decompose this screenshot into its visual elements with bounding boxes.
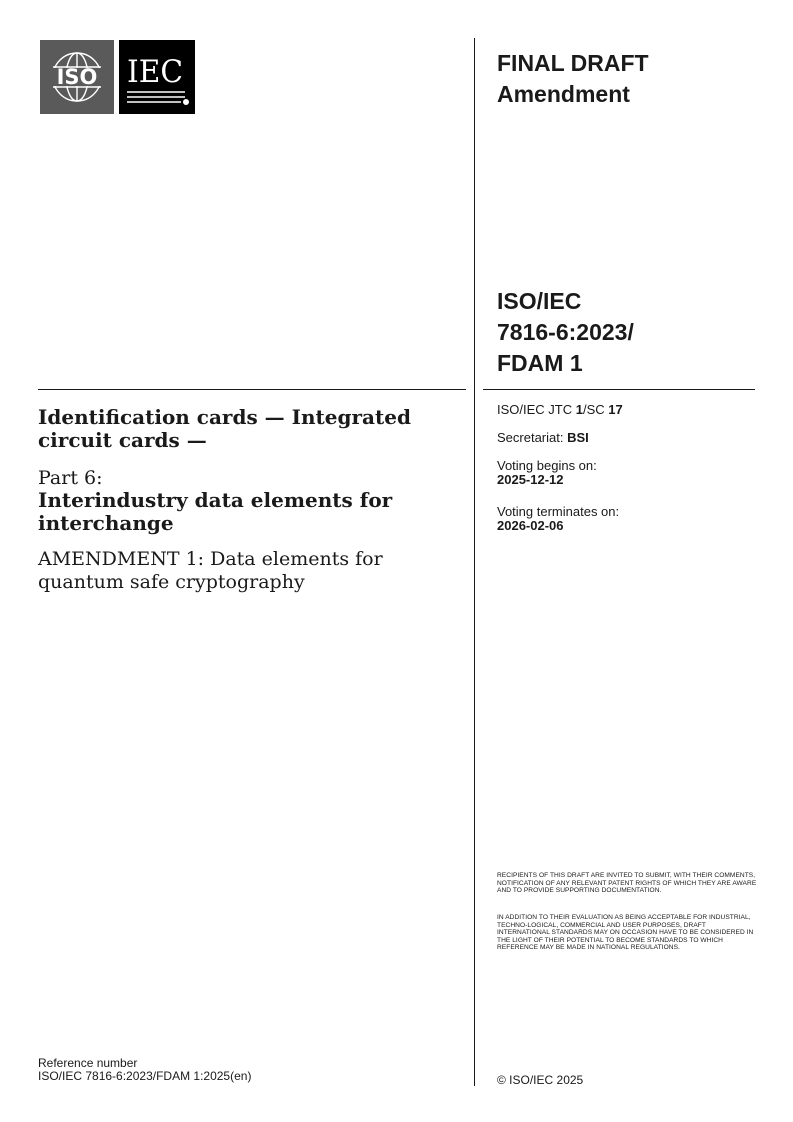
secretariat-label: Secretariat:: [497, 430, 568, 445]
standard-number-line3: FDAM 1: [497, 350, 583, 376]
evaluation-notice: IN ADDITION TO THEIR EVALUATION AS BEING ACCEPTABLE FOR INDUSTRIAL, TECHNO-LOGICAL, COMMERCIAL AND USER PURPOSES, DRAFT INTERNATIONAL STANDARDS MAY ON OCCASION HAVE TO BE CONSIDERED IN THE LIGHT OF THEIR POTENTIAL TO BECOME STANDARDS TO WHICH REFERENCE MAY BE MADE IN NATIONAL REGULATIONS.: [497, 914, 754, 952]
amendment-title: AMENDMENT 1: Data elements for quantum safe cryptography: [38, 548, 383, 593]
document-title-block: [38, 406, 458, 594]
standard-number-line1: ISO/IEC: [497, 288, 582, 314]
iec-logo: [119, 40, 195, 114]
right-divider-rule: [483, 389, 755, 390]
draft-type-line1: FINAL DRAFT: [497, 50, 649, 76]
committee-sc: 17: [608, 402, 623, 417]
committee-prefix: ISO/IEC JTC: [497, 402, 576, 417]
secretariat-value: BSI: [567, 430, 589, 445]
part-label: Part 6:: [38, 467, 103, 489]
standard-number: [497, 286, 757, 379]
part-title: Interindustry data elements for interchange: [38, 488, 393, 535]
secretariat-line: [497, 431, 767, 445]
standard-number-line2: 7816-6:2023/: [497, 319, 634, 345]
iso-logo-graphic: [40, 40, 114, 114]
voting-terminates-label: Voting terminates on:: [497, 504, 620, 519]
committee-jtc: 1: [575, 402, 583, 417]
voting-begins-label: Voting begins on:: [497, 458, 597, 473]
voting-begins: [497, 459, 767, 487]
voting-begins-value: 2025-12-12: [497, 472, 564, 487]
iec-logo-text: IEC: [127, 54, 183, 90]
iso-logo: [40, 40, 114, 114]
committee-line: [497, 403, 767, 417]
main-title: Identification cards — Integrated circuit cards —: [38, 405, 411, 452]
vertical-divider: [474, 38, 475, 1086]
iec-logo-graphic: [119, 40, 195, 114]
reference-value: ISO/IEC 7816-6:2023/FDAM 1:2025(en): [38, 1069, 252, 1083]
copyright: © ISO/IEC 2025: [497, 1073, 584, 1087]
draft-type-line2: Amendment: [497, 81, 630, 107]
iso-logo-text: ISO: [56, 65, 98, 89]
committee-sc-prefix: /SC: [582, 402, 609, 417]
patent-notice: RECIPIENTS OF THIS DRAFT ARE INVITED TO SUBMIT, WITH THEIR COMMENTS, NOTIFICATION OF ANY RELEVANT PATENT RIGHTS OF WHICH THEY ARE AWARE AND TO PROVIDE SUPPORTING DOCUMENTATION.: [497, 872, 757, 895]
draft-type-heading: [497, 48, 757, 110]
voting-terminates-value: 2026-02-06: [497, 518, 564, 533]
reference-number: [38, 1057, 458, 1083]
voting-terminates: [497, 505, 767, 533]
reference-label: Reference number: [38, 1056, 138, 1070]
left-divider-rule: [38, 389, 466, 390]
